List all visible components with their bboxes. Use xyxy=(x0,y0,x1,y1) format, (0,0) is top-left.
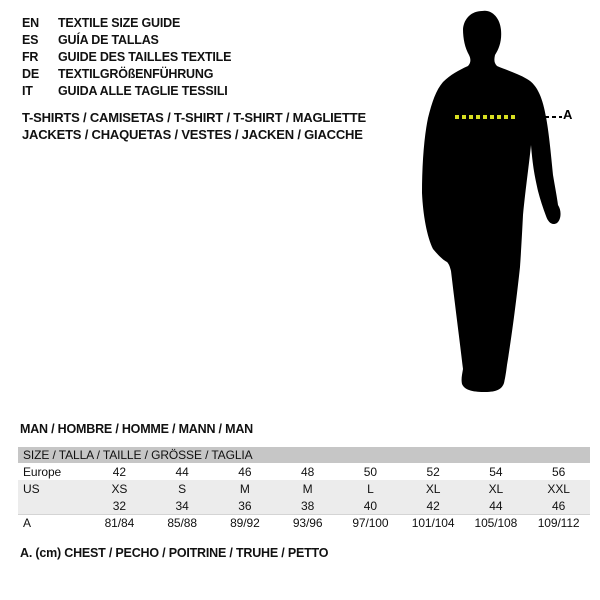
table-cell: S xyxy=(178,481,187,496)
table-cell: 50 xyxy=(363,464,377,479)
table-cell: 42 xyxy=(112,464,126,479)
table-cell: 101/104 xyxy=(411,516,455,530)
table-cell: 38 xyxy=(301,498,315,513)
table-row-chest xyxy=(18,514,590,531)
table-cell: 109/112 xyxy=(537,516,580,530)
footnote-chest: A. (cm) CHEST / PECHO / POITRINE / TRUHE / PETTO xyxy=(20,546,329,560)
language-code: FR xyxy=(22,49,39,64)
measure-label-a: A xyxy=(563,107,573,122)
table-cell: M xyxy=(239,481,250,496)
table-cell: 36 xyxy=(238,498,252,513)
row-label: US xyxy=(23,481,40,496)
table-cell: XXL xyxy=(547,481,570,496)
table-cell: 46 xyxy=(238,464,252,479)
category-tshirts: T-SHIRTS / CAMISETAS / T-SHIRT / T-SHIRT / MAGLIETTE xyxy=(22,110,366,125)
table-cell: 89/92 xyxy=(230,516,260,530)
table-cell: 42 xyxy=(426,498,440,513)
language-row xyxy=(22,14,231,31)
man-silhouette-shape xyxy=(422,11,561,392)
table-cell: 93/96 xyxy=(292,516,323,530)
table-cell: 85/88 xyxy=(167,516,197,530)
table-cell: 34 xyxy=(175,498,189,513)
table-cell: 44 xyxy=(489,498,503,513)
language-code: IT xyxy=(22,83,33,98)
language-row xyxy=(22,31,231,48)
table-cell: 40 xyxy=(363,498,377,513)
table-cell: 32 xyxy=(112,498,126,513)
language-code: ES xyxy=(22,32,39,47)
table-cell: XL xyxy=(425,481,441,496)
man-silhouette xyxy=(405,5,580,397)
table-row-europe xyxy=(18,463,590,480)
section-title-man: MAN / HOMBRE / HOMME / MANN / MAN xyxy=(20,422,253,436)
language-row xyxy=(22,82,231,99)
language-row xyxy=(22,48,231,65)
size-table-header: SIZE / TALLA / TAILLE / GRÖSSE / TAGLIA xyxy=(18,447,590,463)
table-cell: XL xyxy=(488,481,504,496)
table-cell: 52 xyxy=(426,464,440,479)
table-cell: 56 xyxy=(552,464,566,479)
language-label: TEXTILGRÖßENFÜHRUNG xyxy=(58,66,214,81)
language-label: GUIDA ALLE TAGLIE TESSILI xyxy=(58,83,228,98)
language-title-list xyxy=(22,14,231,99)
table-cell: 46 xyxy=(552,498,566,513)
row-label: Europe xyxy=(23,464,62,479)
language-label: TEXTILE SIZE GUIDE xyxy=(58,15,181,30)
category-jackets: JACKETS / CHAQUETAS / VESTES / JACKEN / GIACCHE xyxy=(22,127,363,142)
man-figure xyxy=(405,5,580,397)
table-cell: 81/84 xyxy=(104,516,135,530)
table-cell: L xyxy=(367,481,374,496)
table-cell: 44 xyxy=(175,464,189,479)
table-cell: XS xyxy=(111,481,128,496)
size-table xyxy=(18,447,590,531)
row-label: A xyxy=(23,516,31,530)
language-label: GUÍA DE TALLAS xyxy=(58,32,159,47)
table-cell: 97/100 xyxy=(352,516,389,530)
garment-categories xyxy=(22,109,366,143)
language-code: DE xyxy=(22,66,39,81)
table-cell: 48 xyxy=(301,464,315,479)
language-row xyxy=(22,65,231,82)
table-row-us xyxy=(18,480,590,497)
table-cell: 54 xyxy=(489,464,503,479)
table-cell: M xyxy=(302,481,313,496)
language-code: EN xyxy=(22,15,39,30)
table-row-numeric xyxy=(18,497,590,514)
table-cell: 105/108 xyxy=(474,516,518,530)
language-label: GUIDE DES TAILLES TEXTILE xyxy=(58,49,232,64)
